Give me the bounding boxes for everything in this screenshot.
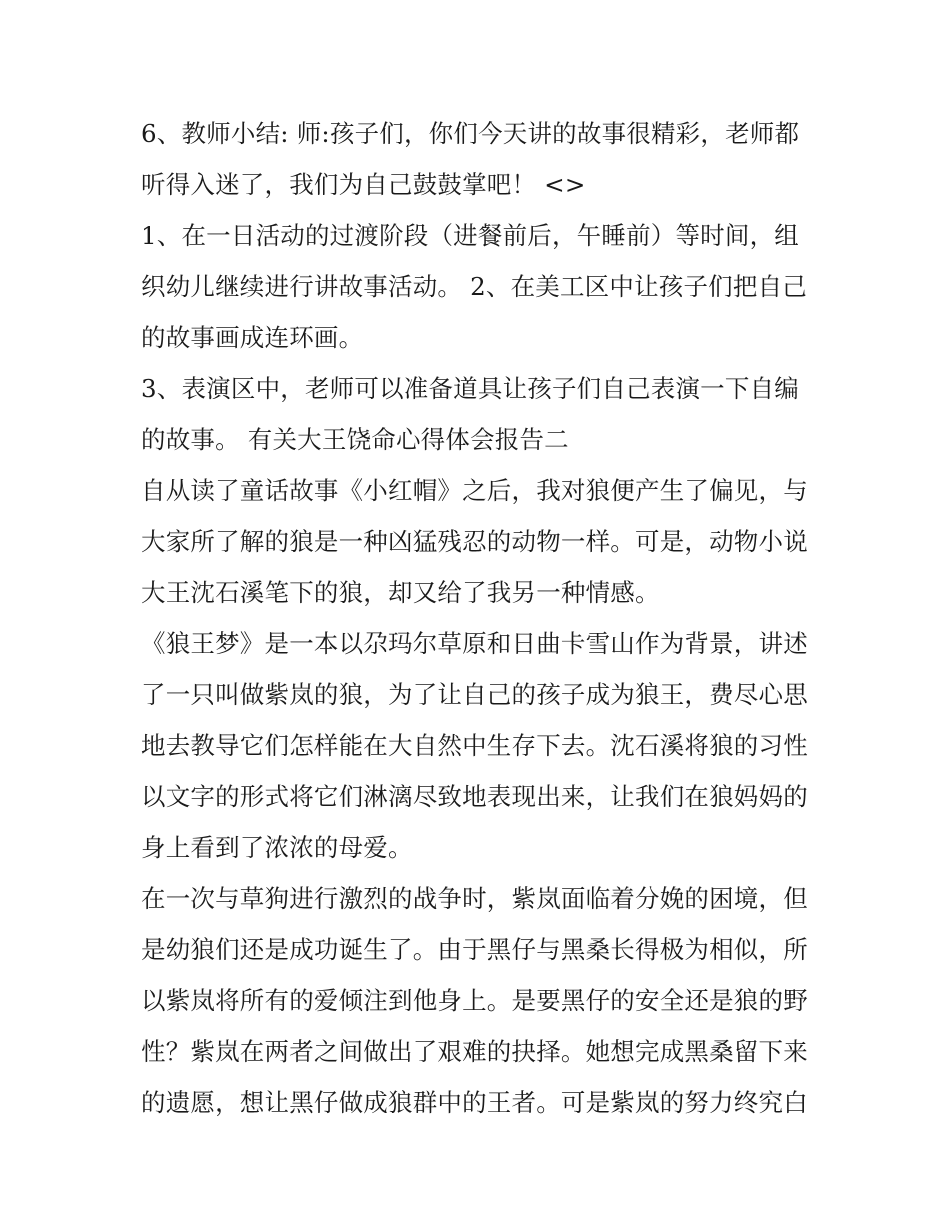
text-line: 以紫岚将所有的爱倾注到他身上。是要黑仔的安全还是狼的野 — [141, 986, 808, 1015]
text-line: 大家所了解的狼是一种凶猛残忍的动物一样。可是，动物小说 — [141, 527, 808, 556]
text-line: 在一次与草狗进行激烈的战争时，紫岚面临着分娩的困境，但 — [141, 884, 808, 913]
text-line: 是幼狼们还是成功诞生了。由于黑仔与黑桑长得极为相似，所 — [141, 935, 808, 964]
text-line: 大王沈石溪笔下的狼，却又给了我另一种情感。 — [141, 578, 660, 607]
document-body — [141, 108, 821, 1128]
text-line: 3、表演区中，老师可以准备道具让孩子们自己表演一下自编 — [141, 374, 799, 403]
text-line: 6、教师小结: 师:孩子们，你们今天讲的故事很精彩，老师都 — [141, 119, 800, 148]
text-line: 1、在一日活动的过渡阶段（进餐前后，午睡前）等时间，组 — [141, 221, 799, 250]
text-line: 以文字的形式将它们淋漓尽致地表现出来，让我们在狼妈妈的 — [141, 782, 808, 811]
text-line: 《狼王梦》是一本以尕玛尔草原和日曲卡雪山作为背景，讲述 — [141, 629, 808, 658]
text-line: 性？紫岚在两者之间做出了艰难的抉择。她想完成黑桑留下来 — [141, 1037, 808, 1066]
text-line: 身上看到了浓浓的母爱。 — [141, 833, 413, 862]
text-line: 织幼儿继续进行讲故事活动。 2、在美工区中让孩子们把自己 — [141, 272, 807, 301]
text-line: 听得入迷了，我们为自己鼓鼓掌吧！ <> — [141, 170, 586, 199]
text-line: 自从读了童话故事《小红帽》之后，我对狼便产生了偏见，与 — [141, 476, 808, 505]
text-line: 了一只叫做紫岚的狼，为了让自己的孩子成为狼王，费尽心思 — [141, 680, 808, 709]
text-line: 的遗愿，想让黑仔做成狼群中的王者。可是紫岚的努力终究白 — [141, 1088, 808, 1117]
text-line: 地去教导它们怎样能在大自然中生存下去。沈石溪将狼的习性 — [141, 731, 808, 760]
text-line: 的故事画成连环画。 — [141, 323, 364, 352]
text-line: 的故事。 有关大王饶命心得体会报告二 — [141, 425, 569, 454]
